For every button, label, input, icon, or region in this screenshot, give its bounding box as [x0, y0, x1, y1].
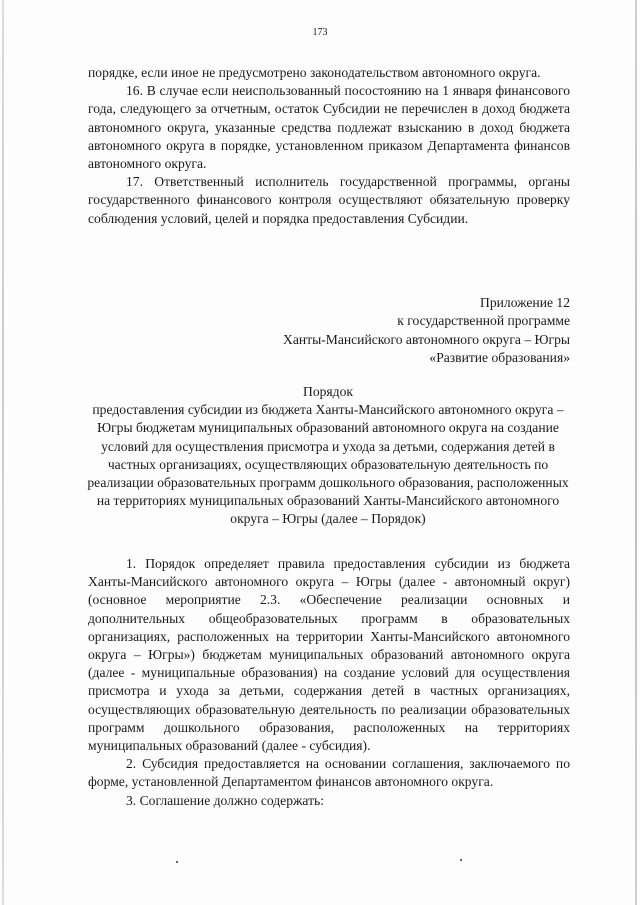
document-heading: [80, 383, 576, 529]
scan-speck: [460, 859, 462, 861]
paragraph-2: 2. Субсидия предоставляется на основании соглашения, заключаемого по форме, установленной Департаментом финансов автономного округа.: [88, 756, 570, 790]
paragraph-continuation: порядке, если иное не предусмотрено законодательством автономного округа.: [88, 65, 541, 80]
paragraph-1: 1. Порядок определяет правила предоставления субсидии из бюджета Ханты-Мансийского автономного округа – Югры (далее - автономный округ) (основное мероприятие 2.3. «Обеспечение реализации основных и дополнительных общеобразовательных программ в образовательных организациях, расположенных на территории Ханты-Мансийского автономного округа – Югры») бюджетам муниципальных образований автономного округа (далее - муниципальные образования) на создание условий для осуществления присмотра и ухода за детьми, содержания детей в частных организациях, осуществляющих образовательную деятельность по реализации образовательных программ дошкольного образования, расположенных на территориях муниципальных образований (далее - субсидия).: [88, 556, 570, 754]
appendix-line-2: к государственной программе: [397, 313, 570, 329]
heading-subtitle: предоставления субсидии из бюджета Ханты-Мансийского автономного округа – Югры бюджетам муниципальных образований автономного округа на создание условий для осуществления присмотра и ухода за детьми, содержания детей в частных организациях, осуществляющих образовательную деятельность по реализации образовательных программ дошкольного образования, расположенных на территориях муниципальных образований Ханты-Мансийского автономного округа – Югры (далее – Порядок): [87, 402, 569, 527]
text-block-bottom: [88, 555, 570, 810]
paragraph-3: 3. Соглашение должно содержать:: [126, 792, 324, 808]
appendix-line-1: Приложение 12: [480, 295, 570, 310]
page-number: 173: [312, 27, 328, 38]
appendix-line-3: Ханты-Мансийского автономного округа – Югры: [283, 331, 570, 347]
heading-title: Порядок: [303, 384, 353, 399]
paragraph-17: 17. Ответственный исполнитель государственной программы, органы государственного финансового контроля осуществляют обязательную проверку соблюдения условий, целей и порядка предоставления Субсидии.: [88, 174, 570, 226]
appendix-line-4: «Развитие образования»: [429, 350, 570, 366]
paragraph-16: 16. В случае если неиспользованный посостоянию на 1 января финансового года, следующего за отчетным, остаток Субсидии не перечислен в доход бюджета автономного округа, указанные средства подлежат взысканию в доход бюджета автономного округа в порядке, установленном приказом Департамента финансов автономного округа.: [88, 83, 570, 172]
scan-speck: [176, 861, 178, 863]
text-block-top: [88, 64, 570, 228]
scan-right-edge: [635, 0, 637, 905]
appendix-caption: [283, 294, 570, 368]
scan-left-edge: [2, 0, 4, 905]
